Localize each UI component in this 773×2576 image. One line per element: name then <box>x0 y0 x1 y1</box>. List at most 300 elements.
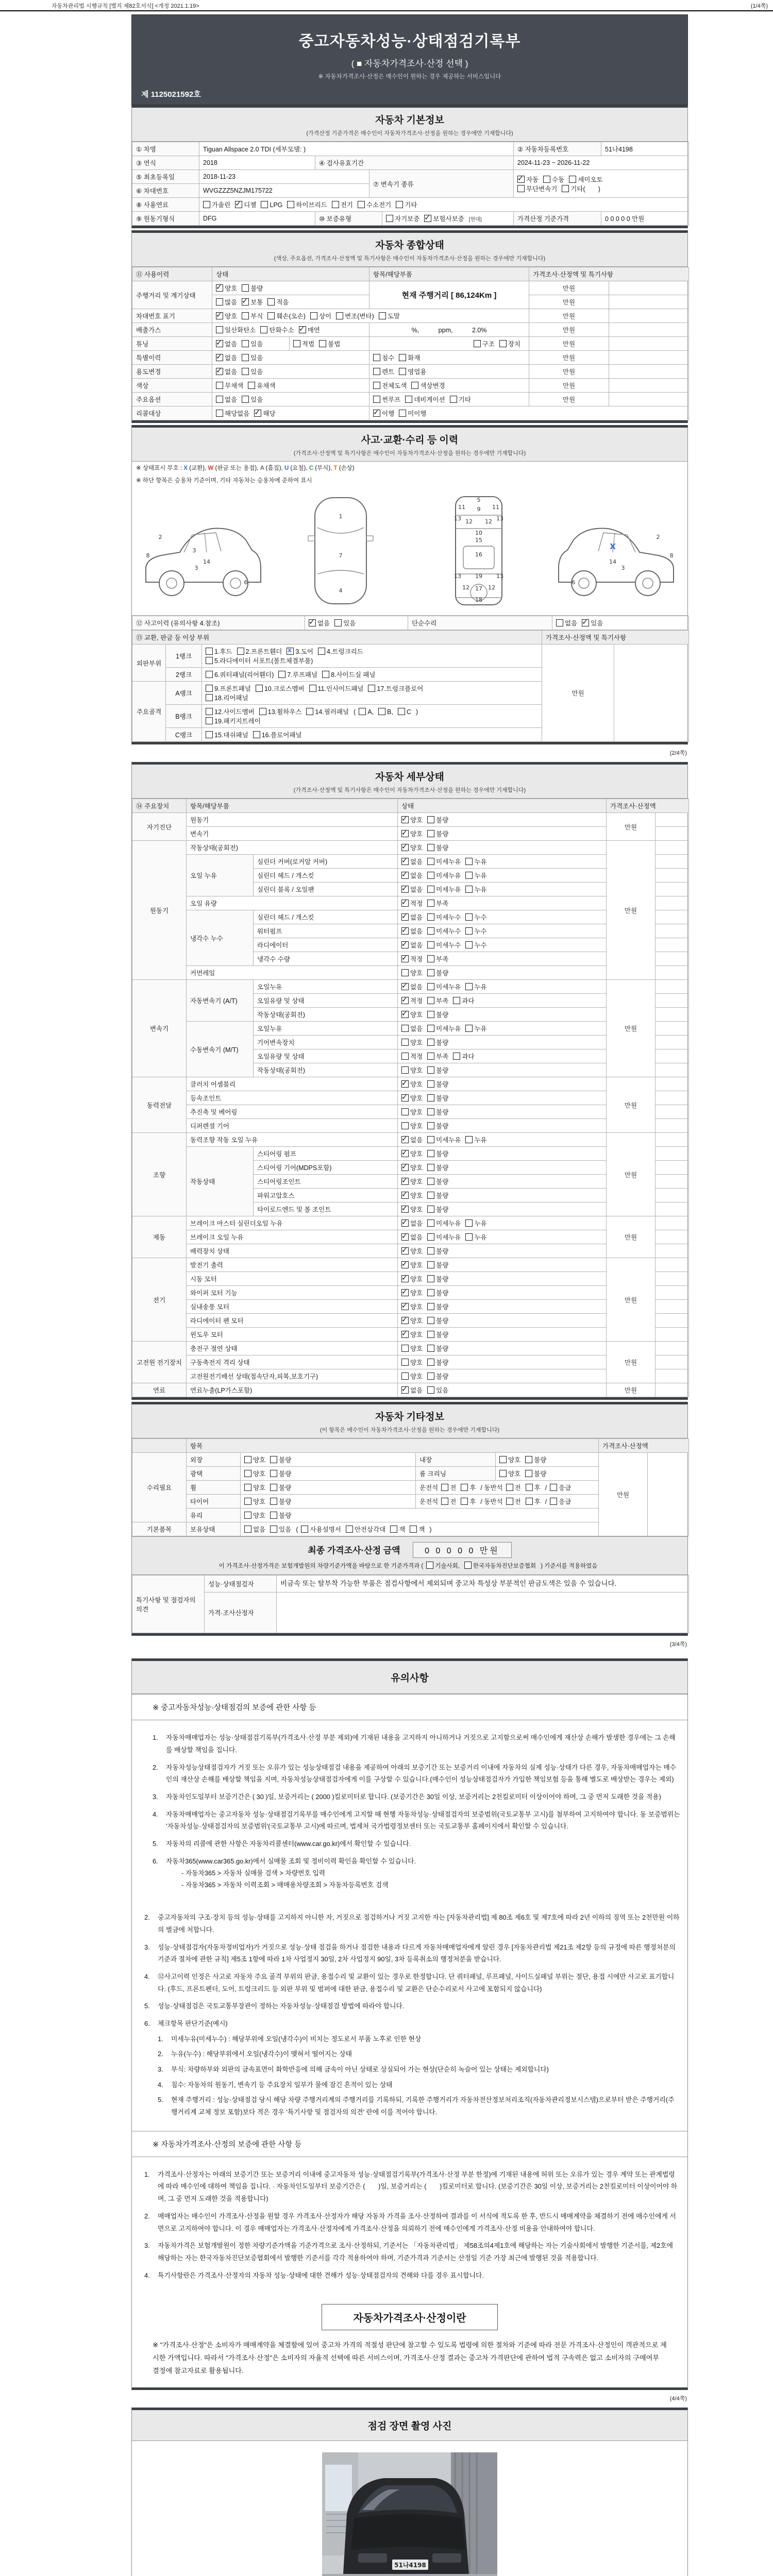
checkbox-checked[interactable] <box>401 1094 409 1101</box>
checkbox[interactable] <box>401 969 409 976</box>
checkbox[interactable] <box>332 201 339 208</box>
checkbox-option[interactable] <box>242 353 263 362</box>
checkbox-option[interactable] <box>260 325 294 334</box>
checkbox-option[interactable] <box>386 214 419 223</box>
checkbox[interactable] <box>465 1025 473 1032</box>
checkbox[interactable] <box>427 983 434 990</box>
checkbox-checked[interactable] <box>401 941 409 948</box>
checkbox-option[interactable] <box>427 843 448 852</box>
checkbox-option[interactable] <box>465 1024 486 1033</box>
checkbox[interactable] <box>427 1108 434 1115</box>
checkbox-option[interactable] <box>401 1302 423 1311</box>
checkbox-option[interactable] <box>235 200 256 209</box>
checkbox-option[interactable] <box>216 395 237 404</box>
checkbox-option[interactable] <box>270 1524 291 1534</box>
checkbox-option[interactable] <box>401 1135 423 1144</box>
checkbox[interactable] <box>270 1456 277 1463</box>
checkbox[interactable] <box>401 1039 409 1046</box>
checkbox[interactable] <box>373 368 380 375</box>
checkbox-option[interactable] <box>244 1455 265 1464</box>
checkbox-option[interactable] <box>401 1010 423 1019</box>
checkbox-checked[interactable] <box>216 312 223 319</box>
checkbox-option[interactable] <box>401 1163 423 1172</box>
checkbox[interactable] <box>278 671 285 678</box>
checkbox[interactable] <box>267 312 275 319</box>
checkbox[interactable] <box>373 396 380 403</box>
checkbox[interactable] <box>517 185 525 192</box>
checkbox[interactable] <box>401 1345 409 1352</box>
checkbox-option[interactable] <box>410 1524 425 1534</box>
checkbox-option[interactable] <box>237 647 282 656</box>
checkbox-checked[interactable] <box>216 368 223 375</box>
checkbox-checked[interactable] <box>401 1080 409 1088</box>
checkbox-option[interactable] <box>562 184 600 193</box>
checkbox[interactable] <box>450 396 457 403</box>
checkbox[interactable] <box>499 1470 507 1477</box>
checkbox-checked[interactable] <box>401 816 409 823</box>
checkbox-option[interactable] <box>401 1093 423 1103</box>
checkbox-option[interactable] <box>427 926 461 936</box>
checkbox-option[interactable] <box>427 1177 448 1186</box>
checkbox-option[interactable] <box>244 1497 265 1506</box>
checkbox-option[interactable] <box>399 409 426 418</box>
checkbox-option[interactable] <box>401 1344 423 1353</box>
checkbox-checked[interactable] <box>401 1289 409 1296</box>
checkbox-option[interactable] <box>244 1483 265 1492</box>
checkbox-option[interactable] <box>569 175 602 184</box>
checkbox-checked[interactable] <box>582 619 589 626</box>
checkbox[interactable] <box>244 1456 251 1463</box>
checkbox-option[interactable] <box>359 708 374 716</box>
checkbox[interactable] <box>427 1289 434 1296</box>
checkbox-option[interactable] <box>427 1038 448 1047</box>
checkbox[interactable] <box>543 176 550 183</box>
checkbox-option[interactable] <box>309 618 330 628</box>
checkbox[interactable] <box>465 886 473 893</box>
checkbox-option[interactable] <box>373 381 407 390</box>
checkbox-option[interactable] <box>464 1562 536 1570</box>
checkbox[interactable] <box>244 1484 251 1491</box>
checkbox-option[interactable] <box>270 1497 291 1506</box>
checkbox[interactable] <box>426 1562 433 1569</box>
checkbox[interactable] <box>270 1484 277 1491</box>
checkbox[interactable] <box>525 1470 532 1477</box>
checkbox-option[interactable] <box>506 1497 521 1506</box>
checkbox[interactable] <box>401 1053 409 1060</box>
checkbox-option[interactable] <box>242 297 263 307</box>
checkbox-checked[interactable] <box>299 326 306 333</box>
checkbox-option[interactable] <box>244 1524 265 1534</box>
checkbox-option[interactable] <box>401 1038 423 1047</box>
checkbox-checked[interactable] <box>401 858 409 865</box>
checkbox-checked[interactable] <box>401 1150 409 1157</box>
checkbox-option[interactable] <box>373 395 400 404</box>
checkbox-option[interactable] <box>401 1358 423 1367</box>
checkbox-option[interactable] <box>427 1010 448 1019</box>
checkbox[interactable] <box>427 969 434 976</box>
checkbox-option[interactable] <box>206 647 232 656</box>
checkbox-option[interactable] <box>465 1232 486 1242</box>
checkbox[interactable] <box>410 1526 417 1533</box>
checkbox-option[interactable] <box>427 1288 448 1297</box>
checkbox[interactable] <box>310 312 317 319</box>
checkbox[interactable] <box>465 1219 473 1227</box>
checkbox-option[interactable] <box>517 184 557 193</box>
checkbox[interactable] <box>401 1122 409 1129</box>
checkbox-option[interactable] <box>427 899 448 908</box>
checkbox-option[interactable] <box>401 1260 423 1269</box>
checkbox-option[interactable] <box>242 339 263 348</box>
checkbox[interactable] <box>465 983 473 990</box>
checkbox-option[interactable] <box>427 857 461 866</box>
checkbox[interactable] <box>569 176 576 183</box>
checkbox-option[interactable] <box>401 885 423 894</box>
checkbox-option[interactable] <box>543 175 564 184</box>
checkbox-option[interactable] <box>474 339 495 348</box>
checkbox[interactable] <box>206 657 213 664</box>
checkbox[interactable] <box>411 382 418 389</box>
checkbox-checked[interactable] <box>401 1011 409 1018</box>
checkbox[interactable] <box>427 913 434 921</box>
checkbox[interactable] <box>465 872 473 879</box>
checkbox[interactable] <box>427 886 434 893</box>
checkbox-checked[interactable] <box>401 900 409 907</box>
checkbox[interactable] <box>242 340 249 347</box>
checkbox-option[interactable] <box>499 339 520 348</box>
checkbox-option[interactable] <box>427 1344 448 1353</box>
checkbox-checked[interactable] <box>401 1275 409 1282</box>
checkbox-option[interactable] <box>270 1469 291 1478</box>
checkbox[interactable] <box>259 708 266 715</box>
checkbox-option[interactable] <box>216 353 237 362</box>
checkbox-option[interactable] <box>206 693 248 702</box>
checkbox-option[interactable] <box>465 1218 486 1228</box>
checkbox-option[interactable] <box>401 1149 423 1158</box>
checkbox-option[interactable] <box>203 200 230 209</box>
checkbox-option[interactable] <box>427 1191 448 1200</box>
checkbox-option[interactable] <box>465 871 486 880</box>
checkbox-option[interactable] <box>427 1358 448 1367</box>
checkbox-option[interactable] <box>401 968 423 977</box>
checkbox[interactable] <box>270 1470 277 1477</box>
checkbox-checked[interactable] <box>424 215 431 222</box>
checkbox-checked[interactable] <box>309 619 316 626</box>
checkbox-checked[interactable] <box>235 201 242 208</box>
checkbox[interactable] <box>427 1219 434 1227</box>
checkbox[interactable] <box>368 685 375 692</box>
checkbox[interactable] <box>427 927 434 935</box>
checkbox[interactable] <box>427 844 434 851</box>
checkbox-option[interactable] <box>378 708 393 716</box>
checkbox-option[interactable] <box>424 214 464 223</box>
checkbox-option[interactable] <box>582 618 603 628</box>
checkbox-option[interactable] <box>506 1483 521 1492</box>
checkbox-option[interactable] <box>332 200 353 209</box>
checkbox-checked[interactable] <box>401 927 409 935</box>
checkbox-option[interactable] <box>401 1371 423 1381</box>
checkbox-option[interactable] <box>401 1191 423 1200</box>
checkbox[interactable] <box>293 340 300 347</box>
checkbox-option[interactable] <box>453 996 474 1005</box>
checkbox[interactable] <box>427 1359 434 1366</box>
checkbox-option[interactable] <box>427 1302 448 1311</box>
checkbox-option[interactable] <box>465 926 486 936</box>
checkbox-option[interactable] <box>379 311 400 320</box>
checkbox[interactable] <box>248 382 255 389</box>
checkbox-checked[interactable] <box>401 1164 409 1171</box>
checkbox-checked[interactable] <box>401 1386 409 1394</box>
checkbox[interactable] <box>322 671 329 678</box>
checkbox[interactable] <box>474 340 481 347</box>
checkbox-checked[interactable] <box>401 872 409 879</box>
checkbox-option[interactable] <box>242 367 263 376</box>
checkbox[interactable] <box>427 955 434 962</box>
checkbox[interactable] <box>427 1275 434 1282</box>
checkbox-option[interactable] <box>427 954 448 963</box>
checkbox[interactable] <box>550 1498 557 1505</box>
checkbox-option[interactable] <box>401 1274 423 1283</box>
checkbox[interactable] <box>427 1261 434 1268</box>
checkbox-option[interactable] <box>346 1524 385 1534</box>
checkbox[interactable] <box>253 731 260 738</box>
checkbox-option[interactable] <box>270 1455 291 1464</box>
checkbox-option[interactable] <box>256 684 305 693</box>
checkbox[interactable] <box>336 312 343 319</box>
checkbox[interactable] <box>453 1053 460 1060</box>
checkbox[interactable] <box>242 312 249 319</box>
checkbox[interactable] <box>216 382 223 389</box>
checkbox-option[interactable] <box>401 1121 423 1130</box>
checkbox-option[interactable] <box>401 954 423 963</box>
checkbox-checked[interactable] <box>401 1303 409 1310</box>
checkbox-option[interactable] <box>244 1469 265 1478</box>
checkbox-option[interactable] <box>427 1385 448 1395</box>
checkbox[interactable] <box>526 1484 533 1491</box>
checkbox[interactable] <box>242 284 249 292</box>
checkbox-checked[interactable] <box>401 1192 409 1199</box>
checkbox-option[interactable] <box>253 730 302 739</box>
checkbox-checked[interactable] <box>401 913 409 921</box>
checkbox-option[interactable] <box>401 899 423 908</box>
checkbox-option[interactable] <box>401 857 423 866</box>
checkbox[interactable] <box>427 1136 434 1143</box>
checkbox-option[interactable] <box>373 409 394 418</box>
checkbox[interactable] <box>465 1233 473 1241</box>
checkbox[interactable] <box>242 396 249 403</box>
checkbox-option[interactable] <box>401 940 423 950</box>
checkbox-option[interactable] <box>427 1135 461 1144</box>
checkbox[interactable] <box>499 340 507 347</box>
checkbox-option[interactable] <box>401 871 423 880</box>
checkbox-option[interactable] <box>206 716 261 725</box>
checkbox-option[interactable] <box>427 1024 461 1033</box>
checkbox-option[interactable] <box>401 1218 423 1228</box>
checkbox[interactable] <box>427 1025 434 1032</box>
checkbox-option[interactable] <box>427 1316 448 1325</box>
checkbox-checked[interactable] <box>401 983 409 990</box>
checkbox[interactable] <box>358 201 365 208</box>
checkbox-option[interactable] <box>427 982 461 991</box>
checkbox-option[interactable] <box>244 1511 265 1520</box>
checkbox-option[interactable] <box>427 1205 448 1214</box>
checkbox-option[interactable] <box>427 1065 448 1075</box>
checkbox-option[interactable] <box>399 353 420 362</box>
checkbox-option[interactable] <box>216 409 249 418</box>
checkbox-option[interactable] <box>242 283 263 293</box>
checkbox-checked[interactable] <box>517 176 525 183</box>
checkbox-option[interactable] <box>248 381 275 390</box>
checkbox-option[interactable] <box>427 1246 448 1256</box>
checkbox[interactable] <box>206 708 213 715</box>
checkbox[interactable] <box>427 1206 434 1213</box>
checkbox-option[interactable] <box>401 815 423 824</box>
checkbox-checked[interactable] <box>216 354 223 361</box>
checkbox-option[interactable] <box>401 926 423 936</box>
checkbox-option[interactable] <box>401 1232 423 1242</box>
checkbox[interactable] <box>464 1562 472 1569</box>
checkbox-option[interactable] <box>216 339 237 348</box>
checkbox[interactable] <box>405 396 412 403</box>
checkbox-option[interactable] <box>427 871 461 880</box>
checkbox-option[interactable] <box>427 829 448 838</box>
checkbox[interactable] <box>334 619 342 626</box>
checkbox-option[interactable] <box>401 912 423 922</box>
checkbox[interactable] <box>206 671 213 678</box>
checkbox[interactable] <box>441 1484 448 1491</box>
checkbox[interactable] <box>427 1150 434 1157</box>
checkbox-option[interactable] <box>399 367 426 376</box>
checkbox[interactable] <box>242 354 249 361</box>
checkbox[interactable] <box>373 354 380 361</box>
checkbox-option[interactable] <box>401 1288 423 1297</box>
checkbox-option[interactable] <box>322 670 375 679</box>
checkbox-option[interactable] <box>287 200 327 209</box>
checkbox-option[interactable] <box>206 707 255 716</box>
checkbox[interactable] <box>427 997 434 1004</box>
checkbox[interactable] <box>427 1094 434 1101</box>
checkbox[interactable] <box>390 1526 397 1533</box>
checkbox[interactable] <box>427 941 434 948</box>
checkbox[interactable] <box>399 354 406 361</box>
checkbox[interactable] <box>401 1359 409 1366</box>
checkbox-checked[interactable] <box>401 1219 409 1227</box>
checkbox[interactable] <box>260 326 267 333</box>
checkbox-option[interactable] <box>427 912 461 922</box>
checkbox[interactable] <box>499 1456 507 1463</box>
checkbox-option[interactable] <box>427 1371 448 1381</box>
checkbox-option[interactable] <box>427 1330 448 1339</box>
checkbox[interactable] <box>378 708 385 715</box>
checkbox-option[interactable] <box>401 1316 423 1325</box>
checkbox-option[interactable] <box>401 982 423 991</box>
checkbox[interactable] <box>386 215 393 222</box>
checkbox[interactable] <box>427 1317 434 1324</box>
checkbox-option[interactable] <box>306 707 349 716</box>
checkbox[interactable] <box>465 1136 473 1143</box>
checkbox[interactable] <box>556 619 563 626</box>
checkbox-option[interactable] <box>216 297 237 307</box>
checkbox-checked[interactable] <box>401 886 409 893</box>
checkbox-option[interactable] <box>242 311 263 320</box>
checkbox-option[interactable] <box>401 1246 423 1256</box>
checkbox[interactable] <box>216 298 223 306</box>
checkbox-checked[interactable] <box>401 997 409 1004</box>
checkbox[interactable] <box>427 858 434 865</box>
checkbox[interactable] <box>203 201 210 208</box>
checkbox[interactable] <box>401 1025 409 1032</box>
checkbox[interactable] <box>319 340 326 347</box>
checkbox[interactable] <box>427 1053 434 1060</box>
checkbox-option[interactable] <box>319 339 340 348</box>
checkbox-checked[interactable] <box>216 340 223 347</box>
checkbox[interactable] <box>206 731 213 738</box>
checkbox[interactable] <box>216 396 223 403</box>
checkbox-option[interactable] <box>401 1177 423 1186</box>
checkbox[interactable] <box>309 685 316 692</box>
checkbox[interactable] <box>427 1372 434 1380</box>
checkbox-option[interactable] <box>427 1218 461 1228</box>
checkbox[interactable] <box>427 1303 434 1310</box>
checkbox-option[interactable] <box>550 1497 571 1506</box>
checkbox-option[interactable] <box>405 395 445 404</box>
checkbox-option[interactable] <box>427 1079 448 1089</box>
checkbox[interactable] <box>399 368 406 375</box>
checkbox[interactable] <box>398 708 405 715</box>
checkbox[interactable] <box>237 648 244 655</box>
checkbox-option[interactable] <box>287 647 313 656</box>
checkbox-option[interactable] <box>427 1274 448 1283</box>
checkbox-option[interactable] <box>310 311 331 320</box>
checkbox[interactable] <box>216 326 223 333</box>
checkbox[interactable] <box>206 685 213 692</box>
checkbox[interactable] <box>244 1512 251 1519</box>
checkbox-checked[interactable] <box>401 1331 409 1338</box>
checkbox[interactable] <box>506 1484 513 1491</box>
checkbox[interactable] <box>206 694 213 701</box>
checkbox-option[interactable] <box>499 1469 520 1478</box>
checkbox-option[interactable] <box>373 353 394 362</box>
checkbox-option[interactable] <box>427 968 448 977</box>
checkbox-option[interactable] <box>427 940 461 950</box>
checkbox[interactable] <box>427 1178 434 1185</box>
checkbox-checked[interactable] <box>401 1206 409 1213</box>
checkbox-option[interactable] <box>499 1455 520 1464</box>
checkbox-option[interactable] <box>206 730 248 739</box>
checkbox-option[interactable] <box>206 656 313 665</box>
checkbox[interactable] <box>399 410 406 417</box>
checkbox-option[interactable] <box>334 618 356 628</box>
checkbox[interactable] <box>244 1526 251 1533</box>
checkbox-checked[interactable] <box>254 410 261 417</box>
checkbox[interactable] <box>301 1526 308 1533</box>
checkbox-option[interactable] <box>427 815 448 824</box>
checkbox-option[interactable] <box>517 175 539 184</box>
checkbox[interactable] <box>244 1470 251 1477</box>
checkbox-option[interactable] <box>401 829 423 838</box>
checkbox[interactable] <box>373 382 380 389</box>
checkbox[interactable] <box>461 1484 468 1491</box>
checkbox-checked[interactable] <box>401 830 409 837</box>
checkbox-option[interactable] <box>465 857 486 866</box>
checkbox-option[interactable] <box>270 1511 291 1520</box>
checkbox[interactable] <box>270 1526 277 1533</box>
checkbox[interactable] <box>244 1498 251 1505</box>
checkbox-option[interactable] <box>401 843 423 852</box>
checkbox-option[interactable] <box>426 1562 460 1570</box>
checkbox[interactable] <box>401 1372 409 1380</box>
checkbox[interactable] <box>465 927 473 935</box>
checkbox-option[interactable] <box>427 1260 448 1269</box>
